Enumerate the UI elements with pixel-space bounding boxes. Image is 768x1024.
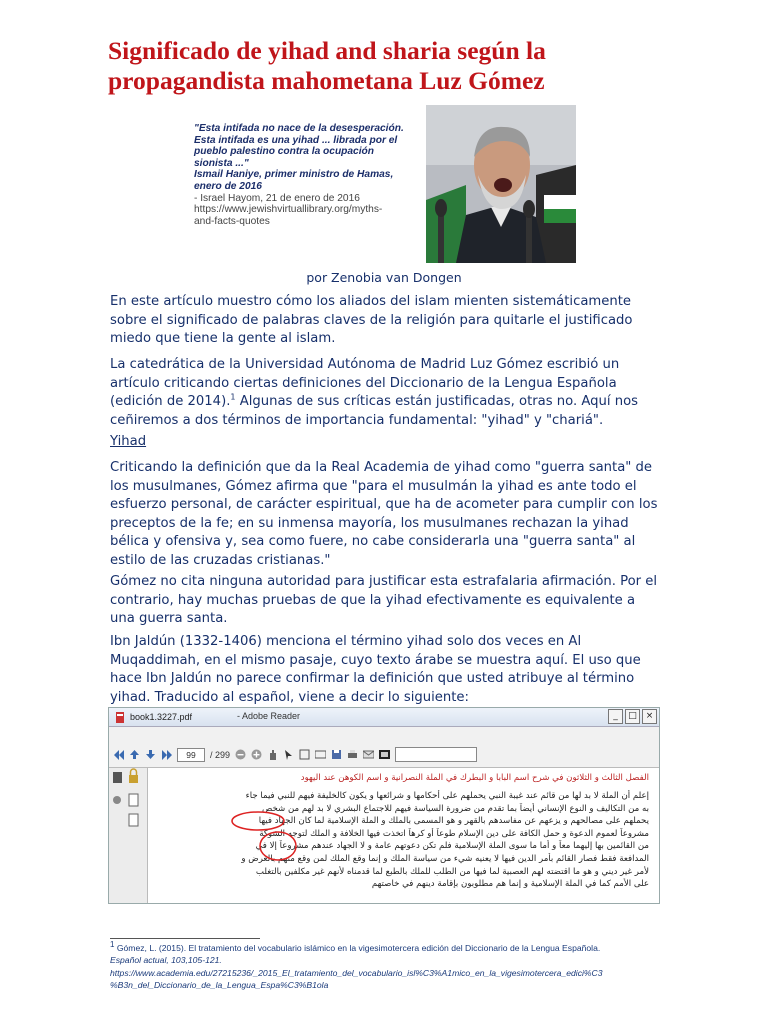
arabic-line: إعلم أن الملة لا بد لها من قائم عند غيبة النبي يحملهم على أحكامها و شرائعها و يكون كالخليفة فيهم للنبي فيما جاء [245,791,649,801]
find-input[interactable] [395,747,477,762]
reader-app-name: - Adobe Reader [237,711,301,721]
footnote-ref[interactable]: 1 [230,392,236,402]
save-icon[interactable] [331,749,342,760]
zoom-out-icon[interactable] [235,749,246,760]
red-annotation-circle [260,832,296,860]
quote-line-3: pueblo palestino contra la ocupación [194,146,375,158]
fit-width-icon[interactable] [315,749,326,760]
pages-icon [129,794,138,806]
quote-line-1: "Esta intifada no nace de la desesperación. [194,123,404,134]
quote-attribution-2: enero de 2016 [194,180,262,192]
email-icon[interactable] [363,749,374,760]
byline: por Zenobia van Dongen [306,270,462,285]
reader-sidebar [109,768,148,903]
minimize-icon[interactable]: _ [608,709,623,724]
paragraph-2-part-a: La catedrática de la Universidad Autónoma de Madrid Luz Gómez escribió un artículo criticando ciertas definiciones del Diccionario de la Lengua Española (edición de 2014). [110,357,620,409]
footnote-url-2[interactable]: %B3n_del_Diccionario_de_la_Lengua_Espa%C3%B1ola [110,980,329,991]
footnote [110,942,670,992]
comments-icon [129,814,138,826]
paragraph-4: Gómez no cita ninguna autoridad para justificar esta estrafalaria afirmación. Por el contrario, hay muchas pruebas de que la yihad efectivamente es equivalente a una guerra santa. [110,574,658,626]
reader-document-area [148,768,659,903]
red-annotation-circle [232,812,284,830]
arabic-line: به من التكاليف و النوع الإنساني أيضاً بما تقدم من ضرورة السياسة فيهم للاجتماع البشري لا بد لهم من شخص [261,803,649,814]
close-icon[interactable]: × [642,709,657,724]
article-title: Significado de yihad and sharia según la propagandista mahometana Luz Gómez [108,36,546,95]
print-icon[interactable] [347,749,358,760]
zoom-in-icon[interactable] [251,749,262,760]
window-controls [608,709,657,724]
paragraph-5: Ibn Jaldún (1332-1406) menciona el término yihad solo dos veces en Al Muqaddimah, en el mismo pasaje, cuyo texto árabe se muestra aquí. El uso que hace Ibn Jaldún no parece confirmar la definición que usted atribuye al término yihad. Traducido al español, viene a decir lo siguiente: [110,634,641,705]
reader-toolbar-row [113,747,477,762]
quote-line-2: Esta intifada es una yihad ... librada por el [194,134,398,146]
paragraph-2 [110,356,658,430]
maximize-icon[interactable]: □ [625,709,640,724]
arabic-chapter-heading: الفصل الثالث و الثلاثون في شرح اسم البابا و البطرك في الملة النصرانية و اسم الكوهن عند اليهود [300,773,649,783]
next-page-icon[interactable] [145,749,156,760]
pdf-reader-screenshot [108,707,660,904]
quote-source-3: and-facts-quotes [194,215,270,227]
attachments-icon [113,796,121,804]
page-total: / 299 [210,749,231,760]
quote-source-1: - Israel Hayom, 21 de enero de 2016 [194,192,360,204]
footnote-rule [110,938,260,939]
reader-tab [115,710,192,724]
fullscreen-icon[interactable] [379,749,390,760]
speaker-photo [426,105,576,263]
quote-figure [188,105,576,263]
reader-toolbar [109,727,659,768]
quote-line-4: sionista ..." [194,157,249,169]
bookmarks-icon [113,772,122,783]
page-number-input[interactable]: 99 [177,748,205,762]
select-tool-icon[interactable] [283,749,294,760]
footnote-url-1[interactable]: https://www.academia.edu/27215236/_2015_El_tratamiento_del_vocabulario_isl%C3%A1mico_en_la_vigesimotercera_edici%C3 [110,967,603,978]
arabic-line: لأمر غير ديني و هو ما اقتضته لهم العصبية لما فيها من الطلب للملك بالطبع لما قدمناه لأنهم غير مكلفين بالتغلب [255,866,649,877]
footnote-citation: Gómez, L. (2015). El tratamiento del vocabulario islámico en la vigesimotercera edición del Diccionario de la Lengua Española. [114,943,601,953]
quote-source-2: https://www.jewishvirtuallibrary.org/myths- [194,204,383,216]
quote-block [194,123,434,227]
quote-attribution-1: Ismail Haniye, primer ministro de Hamas, [194,169,394,181]
fit-page-icon[interactable] [299,749,310,760]
intro-paragraph: En este artículo muestro cómo los aliados del islam mienten sistemáticamente sobre el significado de palabras claves de la religión para quitarle el justificado miedo que tiene la gente al islam. [110,294,633,346]
lock-icon [129,769,138,783]
prev-page-icon[interactable] [129,749,140,760]
footnote-number: 1 [110,940,115,950]
arabic-line: على الأمم كما في الملة الإسلامية و إنما هم مطلوبون بإقامة دينهم في خاصتهم [371,879,649,890]
hand-tool-icon[interactable] [267,749,278,760]
reader-titlebar [109,708,659,727]
last-page-icon[interactable] [161,749,172,760]
arabic-line: يحملهم على مصالحهم و يزعهم عن مفاسدهم بالقهر و هو المسمى بالملك و الملة الإسلامية لما كان الجهاد فيها [258,816,649,827]
reader-tab-label: book1.3227.pdf [130,712,193,722]
arabic-line: من القائمين بها إليهما معاً و أما ما سوى الملة الإسلامية فلم تكن دعوتهم عامة و لا الجهاد عندهم مشروعاً إلا في [255,841,649,852]
section-heading-yihad: Yihad [110,434,147,449]
arabic-line: مشروعاً لعموم الدعوة و حمل الكافة على دين الإسلام طوعاً أو كرهاً اتخذت فيها الخلافة و الملك لتوجه الشوكة [259,828,649,839]
first-page-icon[interactable] [113,749,124,760]
pdf-file-icon [115,712,126,723]
footnote-journal: Español actual, 103,105-121. [110,955,222,966]
paragraph-3: Criticando la definición que da la Real Academia de yihad como "guerra santa" de los musulmanes, Gómez afirma que "para el musulmán la yihad es ante todo el esfuerzo personal, de carácter espiritual, que ha de acometer para cumplir con los preceptos de la fe; en su inmensa mayoría, los musulmanes rechazan la yihad bélica y ofensiva y, sea como fuere, no cabe considerarla una "guerra santa" al estilo de las cruzadas cristianas." [110,460,658,568]
arabic-line: المدافعة فقط فصار القائم بأمر الدين فيها لا يعنيه شيء من سياسة الملك و إنما وقع الملك لمن وقع منهم بالعرض و [241,854,649,864]
paragraph-2-part-b: Algunas de sus críticas están justificadas, otras no. Aquí nos ceñiremos a dos términos de importancia fundamental: "yihad" y "chariá". [110,394,639,428]
